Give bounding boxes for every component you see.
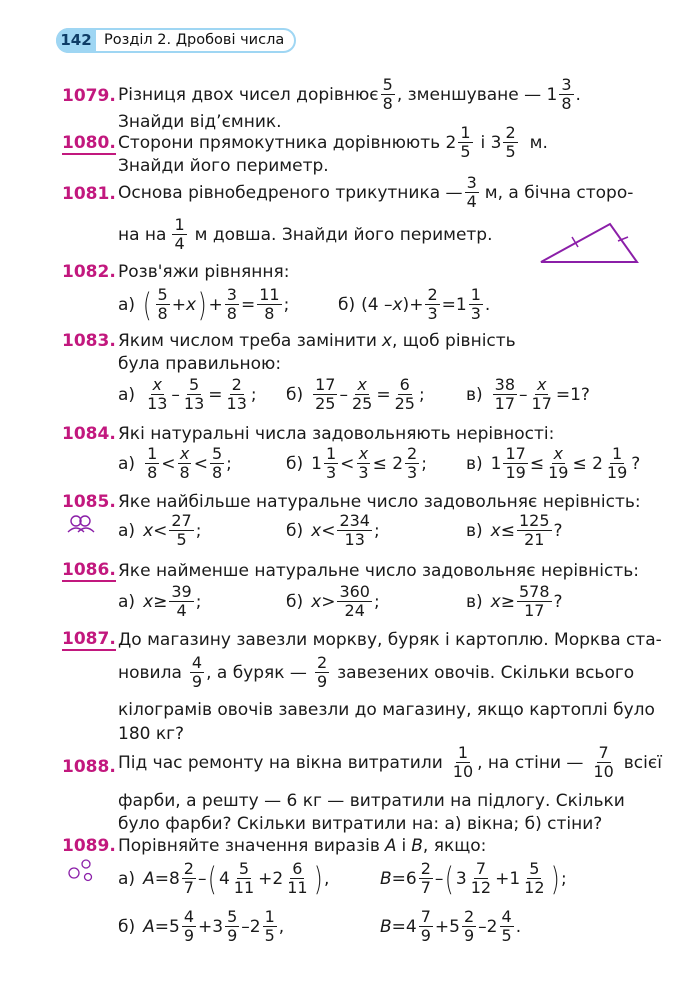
problem-number: 1089. bbox=[62, 836, 116, 856]
page-header bbox=[56, 28, 296, 53]
problem-1084-text: Які натуральні числа задовольняють нерівності: bbox=[118, 424, 555, 444]
fraction: $\frac{3}{8}$ bbox=[561, 75, 572, 113]
problem-1086-part-a: а) x ≥ $\frac{39}{4}$ ; bbox=[118, 582, 202, 620]
fraction: $\frac{5}{8}$ bbox=[382, 75, 393, 113]
problem-1081-line2: на на $\frac{1}{4}$ м довша. Знайди його периметр. bbox=[118, 215, 493, 253]
isosceles-triangle-icon bbox=[538, 220, 640, 266]
problem-1086-text: Яке найменше натуральне число задовольняє нерівність: bbox=[118, 561, 639, 581]
problem-1088-line3: було фарби? Скільки витратили на: а) вікна; б) стіни? bbox=[118, 814, 603, 834]
problem-number: 1088. bbox=[62, 757, 116, 777]
problem-1084-part-a: а) $\frac{1}{8}$ < $\frac{x}{8}$ < $\frac{5}{8}$ ; bbox=[118, 444, 232, 482]
problem-1085-part-v: в) x ≤ $\frac{125}{21}$ ? bbox=[466, 511, 563, 549]
bubbles-icon bbox=[66, 858, 96, 884]
problem-number: 1080. bbox=[62, 133, 116, 153]
problem-1084-part-v: в) 1 $\frac{17}{19}$ ≤ $\frac{x}{19}$ ≤ 2 $\frac{1}{19}$ ? bbox=[466, 444, 641, 482]
problem-1083-part-a: а) $\frac{x}{13}$ – $\frac{5}{13}$ = $\frac{2}{13}$ ; bbox=[118, 375, 257, 413]
pair-work-icon bbox=[66, 514, 96, 534]
problem-1087-line3: кілограмів овочів завезли до магазину, якщо картоплі було bbox=[118, 700, 655, 720]
problem-1089-part-b-B: B =4 $\frac{7}{9}$ +5 $\frac{2}{9}$ –2 $\frac{4}{5}$ . bbox=[380, 907, 522, 945]
problem-number: 1085. bbox=[62, 492, 116, 512]
fraction: $\frac{2}{5}$ bbox=[505, 123, 516, 161]
problem-1079-line2: Знайди від’ємник. bbox=[118, 112, 282, 132]
problem-1080-line2: Знайди його периметр. bbox=[118, 156, 329, 176]
problem-1085-part-a: а) x < $\frac{27}{5}$ ; bbox=[118, 511, 202, 549]
problem-1083-line2: була правильною: bbox=[118, 354, 282, 374]
page-number: 142 bbox=[56, 28, 96, 53]
fraction: $\frac{1}{4}$ bbox=[174, 215, 185, 253]
problem-1083-line1: Яким числом треба замінити x , щоб рівність bbox=[118, 331, 516, 351]
problem-1081-line1: Основа рівнобедреного трикутника — $\frac{3}{4}$ м, а бічна сторо- bbox=[118, 173, 634, 211]
problem-1085-text: Яке найбільше натуральне число задовольняє нерівність: bbox=[118, 492, 641, 512]
problem-1083-part-v: в) $\frac{38}{17}$ – $\frac{x}{17}$ =1? bbox=[466, 375, 590, 413]
problem-1083-part-b: б) $\frac{17}{25}$ – $\frac{x}{25}$ = $\frac{6}{25}$ ; bbox=[286, 375, 425, 413]
problem-1089-part-b-A: б) A =5 $\frac{4}{9}$ +3 $\frac{5}{9}$ –2 $\frac{1}{5}$ , bbox=[118, 907, 285, 945]
problem-1082-part-a: а) ( $\frac{5}{8}$ + x ) + $\frac{3}{8}$ = $\frac{11}{8}$ ; bbox=[118, 285, 290, 324]
problem-1085-part-b: б) x < $\frac{234}{13}$ ; bbox=[286, 511, 380, 549]
problem-number: 1081. bbox=[62, 184, 116, 204]
problem-number: 1087. bbox=[62, 629, 116, 649]
problem-1089-part-a-A: а) A =8 $\frac{2}{7}$ – ( 4 $\frac{5}{11}$ +2 $\frac{6}{11}$ ) , bbox=[118, 859, 330, 898]
problem-1087-line1: До магазину завезли моркву, буряк і картоплю. Морква ста- bbox=[118, 630, 662, 650]
problem-number: 1086. bbox=[62, 560, 116, 580]
problem-number: 1082. bbox=[62, 262, 116, 282]
problem-1089-text: Порівняйте значення виразів A і B , якщо: bbox=[118, 836, 487, 856]
problem-1086-part-v: в) x ≥ $\frac{578}{17}$ ? bbox=[466, 582, 563, 620]
problem-1082-part-b: б) (4 – x ) + $\frac{2}{3}$ =1 $\frac{1}{3}$ . bbox=[338, 285, 491, 323]
problem-1088-line2: фарби, а решту — 6 кг — витратили на підлогу. Скільки bbox=[118, 791, 625, 811]
fraction: $\frac{3}{4}$ bbox=[466, 173, 477, 211]
problem-1079-line1: Різниця двох чисел дорівнює $\frac{5}{8}$ , зменшуване — 1 $\frac{3}{8}$ . bbox=[118, 75, 581, 113]
problem-1080-line1: Сторони прямокутника дорівнюють 2 $\frac{1}{5}$ і 3 $\frac{2}{5}$ м. bbox=[118, 123, 548, 161]
problem-number: 1083. bbox=[62, 331, 116, 351]
problem-1087-line2: новила $\frac{4}{9}$ , а буряк — $\frac{2}{9}$ завезених овочів. Скільки всього bbox=[118, 653, 635, 691]
problem-1086-part-b: б) x > $\frac{360}{24}$ ; bbox=[286, 582, 380, 620]
problem-1088-line1: Під час ремонту на вікна витратили $\frac{1}{10}$ , на стіни — $\frac{7}{10}$ всієї bbox=[118, 743, 662, 781]
problem-number: 1084. bbox=[62, 424, 116, 444]
problem-1089-part-a-B: B =6 $\frac{2}{7}$ – ( 3 $\frac{7}{12}$ +1 $\frac{5}{12}$ ) ; bbox=[380, 859, 567, 898]
problem-1087-line4: 180 кг? bbox=[118, 724, 185, 744]
problem-number: 1079. bbox=[62, 86, 116, 106]
problem-1082-text: Розв'яжи рівняння: bbox=[118, 262, 290, 282]
fraction: $\frac{1}{5}$ bbox=[460, 123, 471, 161]
problem-1084-part-b: б) 1 $\frac{1}{3}$ < $\frac{x}{3}$ ≤ 2 $\frac{2}{3}$ ; bbox=[286, 444, 427, 482]
section-title: Розділ 2. Дробові числа bbox=[104, 32, 285, 48]
